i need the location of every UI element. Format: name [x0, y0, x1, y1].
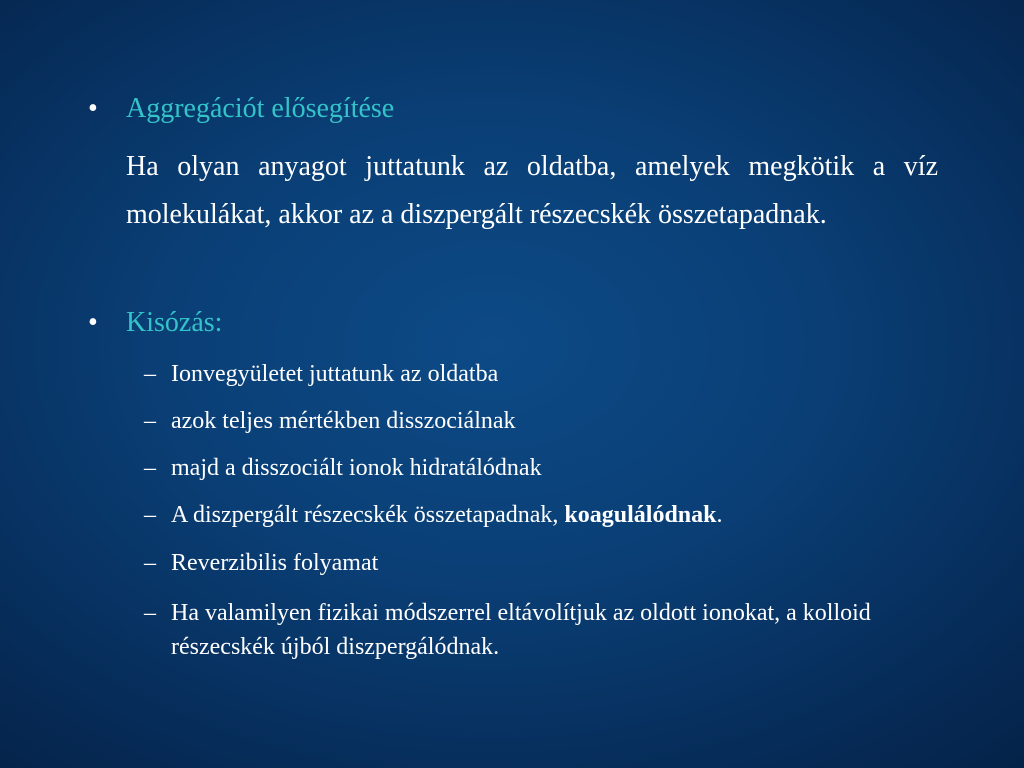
bullet-icon: •	[88, 93, 98, 124]
dash-icon: –	[144, 550, 156, 576]
dash-icon: –	[144, 455, 156, 481]
dash-icon: –	[144, 600, 156, 626]
subitem-text-plain: A diszpergált részecskék összetapadnak,	[171, 502, 565, 528]
subitem	[144, 404, 931, 438]
aggregation-paragraph: Ha olyan anyagot juttatunk az oldatba, amelyek megkötik a víz molekulákat, akkor az a diszpergált részecskék összetapadnak.	[126, 151, 938, 230]
dash-icon: –	[144, 408, 156, 434]
subitem-text-after: .	[716, 502, 723, 528]
subitem-text	[171, 498, 931, 532]
bullet-icon: •	[88, 307, 98, 338]
subitem	[144, 596, 931, 664]
subitem-text: Ha valamilyen fizikai módszerrel eltávolítjuk az oldott ionokat, a kolloid részecskék újból diszpergálódnak.	[171, 600, 871, 660]
dash-icon: –	[144, 361, 156, 387]
subitem	[144, 357, 931, 391]
bullet-aggregation	[88, 92, 394, 126]
subitem	[144, 451, 931, 485]
subitem	[144, 498, 931, 532]
subitem-text: Reverzibilis folyamat	[171, 550, 379, 576]
subitem-text-bold: koagulálódnak	[564, 502, 717, 528]
subitem-text: azok teljes mértékben disszociálnak	[171, 408, 516, 434]
subitem-text: majd a disszociált ionok hidratálódnak	[171, 455, 542, 481]
bullet-salting-out	[88, 306, 222, 340]
subitem	[144, 546, 931, 580]
bullet-heading-salting-out: Kisózás:	[126, 307, 223, 338]
bullet-heading-aggregation: Aggregációt elősegítése	[126, 93, 395, 124]
dash-icon: –	[144, 502, 156, 528]
subitem-text: Ionvegyületet juttatunk az oldatba	[171, 361, 499, 387]
